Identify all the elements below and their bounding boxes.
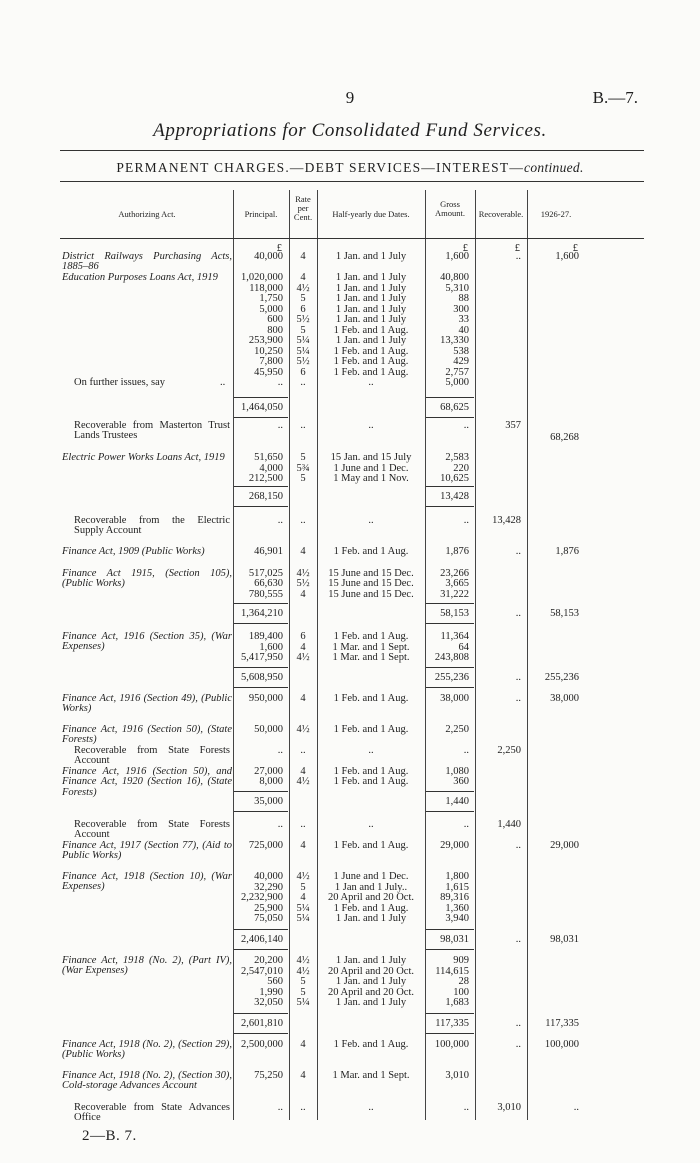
subtotal-rule [234,929,288,930]
cell-dates: 1 June and 1 Dec. [333,871,409,882]
cell-recoverable: 357 [505,420,521,431]
cell-principal: 1,464,050 [241,402,283,413]
cell-dates: 1 June and 1 Dec. [333,463,409,474]
authorizing-act: Finance Act, 1916 (Section 50), and Finance Act, 1920 (Section 16), (State Forests) [62,766,232,798]
subtotal-rule [426,687,474,688]
cell-rate: 4½ [296,724,310,735]
cell-recoverable: .. [515,693,521,704]
title-rule [60,150,644,151]
cell-gross: .. [463,745,469,756]
cell-principal: 46,901 [254,546,283,557]
cell-principal: .. [277,819,283,830]
cell-gross: 38,000 [440,693,469,704]
cell-gross: 1,615 [445,882,469,893]
cell-dates: .. [368,745,374,756]
cell-dates: 1 Jan. and 1 July [335,251,407,262]
column-header-year: 1926-27. [540,209,572,219]
subtotal-rule [426,1013,474,1014]
cell-rate: 4 [300,693,306,704]
cell-gross: 2,757 [445,367,469,378]
cell-year: 255,236 [544,672,579,683]
authorizing-act: Finance Act, 1918 (Section 10), (War Expenses) [62,871,232,893]
cell-dates: 1 Jan. and 1 July [335,997,407,1008]
subtotal-rule [234,949,288,950]
cell-dates: 1 Jan. and 1 July [335,976,407,987]
cell-year: .. [573,1102,579,1113]
cell-principal: 1,364,210 [241,608,283,619]
cell-gross: 23,266 [440,568,469,579]
cell-rate: 4½ [296,871,310,882]
cell-gross: 1,683 [445,997,469,1008]
cell-principal: 780,555 [248,589,283,600]
subtotal-rule [426,506,474,507]
cell-principal: 2,406,140 [241,934,283,945]
cell-rate: 4½ [296,966,310,977]
cell-principal: 2,232,900 [241,892,283,903]
cell-gross: 13,330 [440,335,469,346]
cell-principal: 32,050 [254,997,283,1008]
cell-dates: 20 April and 20 Oct. [327,966,415,977]
subtotal-rule [234,1013,288,1014]
cell-dates: .. [368,819,374,830]
cell-recoverable: .. [515,1018,521,1029]
cell-dates: 1 Feb. and 1 Aug. [333,693,409,704]
subtotal-rule [426,417,474,418]
authorizing-act: Finance Act, 1916 (Section 49), (Public Works) [62,693,232,715]
subtotal-rule [234,811,288,812]
column-divider [527,190,528,1120]
subtotal-rule [234,506,288,507]
cell-rate: 6 [300,631,306,642]
cell-dates: 1 Jan. and 1 July [335,272,407,283]
cell-rate: 5 [300,452,306,463]
section-subtitle [0,160,700,176]
cell-recoverable: .. [515,1039,521,1050]
cell-gross: 117,335 [435,1018,469,1029]
cell-principal: 1,020,000 [241,272,283,283]
cell-rate: 4 [300,892,306,903]
cell-principal: .. [277,745,283,756]
act-leader-dots: .. [220,377,226,388]
cell-gross: .. [463,1102,469,1113]
cell-dates: 15 June and 15 Dec. [328,578,414,589]
cell-rate: 5 [300,473,306,484]
cell-dates: 1 Feb. and 1 Aug. [333,1039,409,1050]
cell-gross: 100 [453,987,469,998]
cell-gross: 1,876 [445,546,469,557]
cell-principal: 10,250 [254,346,283,357]
cell-dates: .. [368,1102,374,1113]
cell-rate: 4 [300,546,306,557]
column-header-gross: Gross Amount. [435,199,465,218]
authorizing-act: Recoverable from State Forests Account [74,745,230,767]
cell-gross: 33 [458,314,469,325]
cell-principal: 25,900 [254,903,283,914]
authorizing-act: Finance Act, 1916 (Section 50), (State Forests) [62,724,232,746]
cell-dates: 1 May and 1 Nov. [333,473,409,484]
cell-gross: 909 [453,955,469,966]
authorizing-act: Electric Power Works Loans Act, 1919 [62,452,225,463]
column-header-principal: Principal. [244,209,278,219]
subtotal-rule [426,603,474,604]
cell-year: 1,876 [555,546,579,557]
cell-dates: 1 Feb. and 1 Aug. [333,631,409,642]
cell-rate: 4½ [296,776,310,787]
authorizing-act: Recoverable from State Forests Account [74,819,230,841]
cell-rate: 5¾ [296,463,310,474]
cell-gross: 360 [453,776,469,787]
cell-gross: 13,428 [440,491,469,502]
cell-year: 58,153 [550,608,579,619]
column-header-dates: Half-yearly due Dates. [332,209,410,219]
cell-recoverable: .. [515,672,521,683]
cell-gross: 2,250 [445,724,469,735]
cell-year: 100,000 [544,1039,579,1050]
cell-principal: 2,547,010 [241,966,283,977]
authorizing-act: Finance Act, 1918 (No. 2), (Part IV), (War Expenses) [62,955,232,977]
cell-rate: 5 [300,882,306,893]
cell-rate: 5¼ [296,903,310,914]
cell-principal: 75,250 [254,1070,283,1081]
cell-gross: 1,360 [445,903,469,914]
cell-principal: 268,150 [248,491,283,502]
subtotal-rule [426,811,474,812]
cell-gross: 243,808 [434,652,469,663]
cell-dates: 1 Jan. and 1 July [335,293,407,304]
cell-rate: 5 [300,293,306,304]
cell-rate: 5¼ [296,913,310,924]
cell-gross: 220 [453,463,469,474]
cell-dates: .. [368,420,374,431]
subtotal-rule [234,623,288,624]
cell-dates: 15 June and 15 Dec. [328,589,414,600]
cell-recoverable: .. [515,546,521,557]
cell-gross: 2,583 [445,452,469,463]
cell-principal: .. [277,515,283,526]
subtotal-rule [234,791,288,792]
cell-year: 117,335 [545,1018,579,1029]
cell-rate: 5¼ [296,997,310,1008]
authorizing-act: District Railways Purchasing Acts, 1885–86 [62,251,232,273]
cell-rate: 6 [300,304,306,315]
page-footer: 2—B. 7. [82,1128,137,1144]
cell-recoverable: .. [515,934,521,945]
authorizing-act: Finance Act, 1917 (Section 77), (Aid to Public Works) [62,840,232,862]
cell-principal: 118,000 [249,283,283,294]
cell-gross: 1,800 [445,871,469,882]
cell-gross: .. [463,515,469,526]
cell-principal: 35,000 [254,796,283,807]
cell-dates: 1 Feb. and 1 Aug. [333,367,409,378]
cell-gross: 3,665 [445,578,469,589]
authorizing-act: Finance Act, 1909 (Public Works) [62,546,205,557]
cell-gross: 300 [453,304,469,315]
cell-principal: 800 [267,325,283,336]
currency-symbol: £ [276,243,282,254]
subtotal-rule [426,929,474,930]
cell-rate: 4 [300,251,306,262]
cell-rate: 4 [300,840,306,851]
cell-dates: 1 Feb. and 1 Aug. [333,840,409,851]
cell-gross: 40 [458,325,469,336]
cell-principal: .. [277,377,283,388]
cell-gross: 538 [453,346,469,357]
cell-gross: 114,615 [435,966,469,977]
cell-dates: .. [368,377,374,388]
cell-gross: 1,440 [445,796,469,807]
cell-dates: 1 Jan. and 1 July [335,335,407,346]
cell-gross: 255,236 [434,672,469,683]
cell-year: 38,000 [550,693,579,704]
cell-gross: 88 [458,293,469,304]
cell-dates: 20 April and 20 Oct. [327,987,415,998]
cell-principal: 950,000 [248,693,283,704]
cell-rate: 5½ [296,578,310,589]
authorizing-act: Recoverable from State Advances Office [74,1102,230,1124]
authorizing-act: Finance Act, 1918 (No. 2), (Section 29), (Public Works) [62,1039,232,1061]
cell-gross: 29,000 [440,840,469,851]
cell-dates: 1 Feb. and 1 Aug. [333,903,409,914]
cell-dates: 1 Mar. and 1 Sept. [332,1070,410,1081]
subtotal-rule [234,486,288,487]
cell-rate: .. [300,745,306,756]
cell-principal: 45,950 [254,367,283,378]
subtotal-rule [426,397,474,398]
cell-dates: 1 Jan. and 1 July [335,304,407,315]
cell-recoverable: 3,010 [497,1102,521,1113]
cell-gross: 5,310 [445,283,469,294]
cell-principal: 1,600 [259,642,283,653]
cell-dates: 1 Feb. and 1 Aug. [333,546,409,557]
cell-gross: 1,600 [445,251,469,262]
cell-dates: 1 Jan. and 1 July [335,955,407,966]
cell-rate: .. [300,515,306,526]
cell-principal: 189,400 [248,631,283,642]
page-title: Appropriations for Consolidated Fund Services. [153,120,547,141]
cell-principal: 2,601,810 [241,1018,283,1029]
subtotal-rule [426,1033,474,1034]
cell-dates: 15 Jan. and 15 July [330,452,412,463]
cell-gross: 1,080 [445,766,469,777]
cell-recoverable: .. [515,840,521,851]
cell-rate: 4 [300,272,306,283]
subtitle-continued: continued. [524,160,584,175]
cell-rate: .. [300,420,306,431]
cell-dates: 1 Feb. and 1 Aug. [333,346,409,357]
cell-principal: 560 [267,976,283,987]
authorizing-act: Finance Act 1915, (Section 105), (Public Works) [62,568,232,590]
cell-dates: 1 Mar. and 1 Sept. [332,652,410,663]
cell-gross: 3,010 [445,1070,469,1081]
cell-dates: 20 April and 20 Oct. [327,892,415,903]
subtotal-rule [426,791,474,792]
cell-gross: 28 [458,976,469,987]
cell-dates: 1 Feb. and 1 Aug. [333,766,409,777]
cell-rate: 4½ [296,283,310,294]
cell-gross: 429 [453,356,469,367]
column-divider [475,190,476,1120]
header-rule [60,238,644,239]
cell-principal: 600 [267,314,283,325]
cell-principal: 40,000 [254,251,283,262]
cell-recoverable: 13,428 [492,515,521,526]
cell-rate: 6 [300,367,306,378]
authorizing-act: Recoverable from the Electric Supply Account [74,515,230,537]
column-header-act: Authorizing Act. [118,209,176,219]
cell-principal: 5,000 [259,304,283,315]
cell-dates: 1 Jan. and 1 July [335,314,407,325]
cell-principal: 27,000 [254,766,283,777]
cell-gross: 100,000 [434,1039,469,1050]
subtotal-rule [234,667,288,668]
cell-rate: 4 [300,1070,306,1081]
cell-rate: 5¼ [296,346,310,357]
cell-dates: 1 Jan. and 1 July [335,913,407,924]
currency-symbol: £ [462,243,468,254]
subtotal-rule [234,397,288,398]
cell-year: 1,600 [555,251,579,262]
cell-year: 98,031 [550,934,579,945]
cell-year: 68,268 [550,432,579,443]
cell-principal: 5,608,950 [241,672,283,683]
currency-symbol: £ [572,243,578,254]
cell-gross: .. [463,420,469,431]
cell-recoverable: .. [515,608,521,619]
cell-gross: 3,940 [445,913,469,924]
cell-principal: 20,200 [254,955,283,966]
authorizing-act: On further issues, say [74,377,165,388]
cell-gross: 64 [458,642,469,653]
cell-gross: 58,153 [440,608,469,619]
cell-principal: 75,050 [254,913,283,924]
cell-principal: 1,990 [259,987,283,998]
cell-rate: 5 [300,987,306,998]
cell-rate: 5 [300,325,306,336]
cell-principal: 50,000 [254,724,283,735]
subtotal-rule [426,949,474,950]
cell-rate: .. [300,819,306,830]
cell-gross: 10,625 [440,473,469,484]
cell-principal: 1,750 [259,293,283,304]
page-number: 9 [345,88,355,107]
cell-dates: 15 June and 15 Dec. [328,568,414,579]
cell-gross: .. [463,819,469,830]
cell-recoverable: .. [515,251,521,262]
document-reference: B.—7. [592,88,638,107]
currency-symbol: £ [514,243,520,254]
subtotal-rule [426,667,474,668]
column-header-rate: Rate per Cent. [293,194,313,222]
cell-dates: 1 Mar. and 1 Sept. [332,642,410,653]
cell-gross: 5,000 [445,377,469,388]
authorizing-act: Education Purposes Loans Act, 1919 [62,272,218,283]
cell-rate: 4 [300,1039,306,1050]
cell-gross: 68,625 [440,402,469,413]
subtotal-rule [426,623,474,624]
cell-principal: 725,000 [248,840,283,851]
subtotal-rule [234,417,288,418]
subtotal-rule [234,687,288,688]
cell-principal: 2,500,000 [241,1039,283,1050]
cell-dates: 1 Feb. and 1 Aug. [333,356,409,367]
cell-rate: 5½ [296,314,310,325]
table-top-rule [60,181,644,182]
cell-principal: 40,000 [254,871,283,882]
cell-principal: 4,000 [259,463,283,474]
cell-dates: .. [368,515,374,526]
subtotal-rule [426,486,474,487]
cell-rate: .. [300,1102,306,1113]
cell-principal: 5,417,950 [241,652,283,663]
cell-recoverable: 2,250 [497,745,521,756]
cell-rate: 4 [300,642,306,653]
cell-principal: .. [277,1102,283,1113]
cell-dates: 1 Feb. and 1 Aug. [333,776,409,787]
cell-rate: 4 [300,766,306,777]
cell-rate: 4½ [296,568,310,579]
cell-rate: 4½ [296,652,310,663]
cell-principal: 66,630 [254,578,283,589]
cell-principal: 212,500 [248,473,283,484]
cell-gross: 40,800 [440,272,469,283]
cell-principal: 517,025 [248,568,283,579]
authorizing-act: Finance Act, 1916 (Section 35), (War Expenses) [62,631,232,653]
subtotal-rule [234,1033,288,1034]
subtitle-main: PERMANENT CHARGES.—DEBT SERVICES—INTEREST— [116,160,525,175]
cell-dates: 1 Jan. and 1 July [335,283,407,294]
cell-dates: 1 Jan and 1 July.. [334,882,408,893]
authorizing-act: Recoverable from Masterton Trust Lands Trustees [74,420,230,442]
cell-principal: 253,900 [248,335,283,346]
cell-rate: 4½ [296,955,310,966]
cell-dates: 1 Feb. and 1 Aug. [333,724,409,735]
cell-rate: 5½ [296,356,310,367]
subtotal-rule [234,603,288,604]
cell-dates: 1 Feb. and 1 Aug. [333,325,409,336]
cell-gross: 11,364 [440,631,469,642]
cell-principal: 32,290 [254,882,283,893]
cell-rate: 4 [300,589,306,600]
cell-gross: 31,222 [440,589,469,600]
cell-rate: 5¼ [296,335,310,346]
cell-principal: .. [277,420,283,431]
cell-gross: 89,316 [440,892,469,903]
cell-gross: 98,031 [440,934,469,945]
cell-principal: 7,800 [259,356,283,367]
cell-year: 29,000 [550,840,579,851]
cell-rate: 5 [300,976,306,987]
cell-recoverable: 1,440 [497,819,521,830]
cell-principal: 51,650 [254,452,283,463]
cell-principal: 8,000 [259,776,283,787]
authorizing-act: Finance Act, 1918 (No. 2), (Section 30), Cold-storage Advances Account [62,1070,232,1092]
column-header-recoverable: Recoverable. [478,209,524,219]
cell-rate: .. [300,377,306,388]
